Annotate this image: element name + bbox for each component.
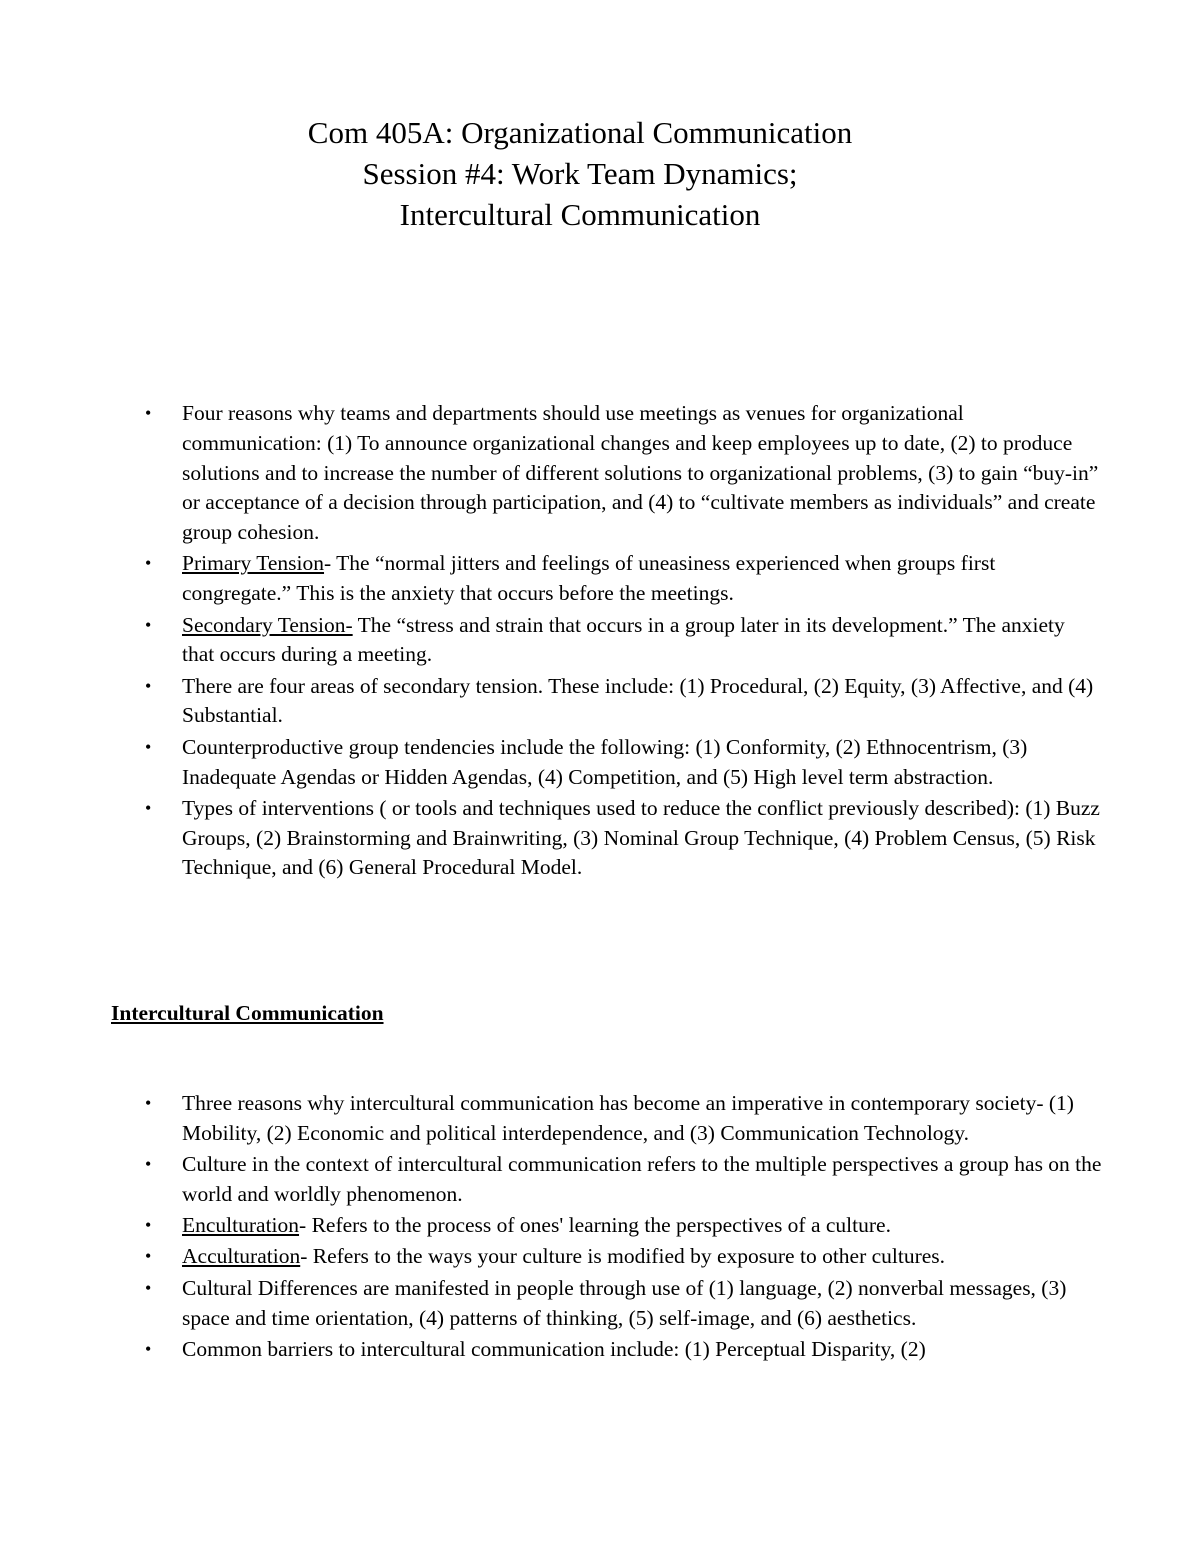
- list-item: [145, 1274, 1102, 1334]
- title-course: Com 405A: Organizational Communication: [307, 115, 853, 150]
- item-text: There are four areas of secondary tension. These include: (1) Procedural, (2) Equity, (3) Affective, and (4) Substantial.: [182, 673, 1094, 728]
- bullet-icon: •: [145, 1338, 152, 1359]
- item-text: The “stress and strain that occurs in a group later in its development.” The anxiety that occurs during a meeting.: [182, 612, 1065, 667]
- title-topic: Intercultural Communication: [399, 197, 761, 232]
- intercultural-list: [145, 1089, 1102, 1366]
- title-session: Session #4: Work Team Dynamics;: [362, 156, 798, 191]
- list-item: [145, 794, 1102, 883]
- bullet-icon: •: [145, 1154, 152, 1175]
- bullet-icon: •: [145, 797, 152, 818]
- item-text: Culture in the context of intercultural communication refers to the multiple perspectives a group has on the world and worldly phenomenon.: [182, 1152, 1102, 1206]
- bullet-icon: •: [145, 1277, 152, 1298]
- bullet-icon: •: [145, 675, 152, 696]
- list-item: [145, 1089, 1102, 1149]
- team-dynamics-list: [145, 399, 1102, 885]
- item-text: Four reasons why teams and departments should use meetings as venues for organizational communication: (1) To announce organizational changes and keep employees up to date, (2) to produce solutions and to increase the number of different solutions to organizational problems, (3) to gain “buy-in” or acceptance of a decision through participation, and (4) to “cultivate members as individuals” and create group cohesion.: [182, 401, 1099, 545]
- item-text: Counterproductive group tendencies include the following: (1) Conformity, (2) Ethnocentrism, (3) Inadequate Agendas or Hidden Agendas, (4) Competition, and (5) High level term abstraction.: [182, 734, 1028, 789]
- bullet-icon: •: [145, 736, 152, 757]
- item-text: - Refers to the process of ones' learning the perspectives of a culture.: [299, 1213, 891, 1238]
- list-item: [145, 1335, 1102, 1365]
- item-text: - The “normal jitters and feelings of uneasiness experienced when groups first congregate.” This is the anxiety that occurs before the meetings.: [182, 551, 996, 606]
- item-term: Secondary Tension-: [182, 612, 353, 637]
- list-item: [145, 1211, 1102, 1241]
- list-item: [145, 1242, 1102, 1272]
- bullet-icon: •: [145, 1246, 152, 1267]
- bullet-icon: •: [145, 614, 152, 635]
- bullet-icon: •: [145, 403, 152, 423]
- item-text: - Refers to the ways your culture is modified by exposure to other cultures.: [300, 1244, 946, 1269]
- item-text: Types of interventions ( or tools and techniques used to reduce the conflict previously described): (1) Buzz Groups, (2) Brainstorming and Brainwriting, (3) Nominal Group Technique, (4) Problem Census, (5) Risk Technique, and (6) General Procedural Model.: [182, 795, 1100, 880]
- bullet-icon: •: [145, 1215, 152, 1236]
- item-text: Common barriers to intercultural communication include: (1) Perceptual Disparity, (2): [182, 1336, 926, 1361]
- item-term: Enculturation: [182, 1213, 300, 1238]
- item-text: Three reasons why intercultural communication has become an imperative in contemporary society- (1) Mobility, (2) Economic and political interdependence, and (3) Communication Technology.: [182, 1091, 1074, 1145]
- list-item: [145, 1150, 1102, 1210]
- list-item: [145, 549, 1102, 609]
- bullet-icon: •: [145, 553, 152, 574]
- item-term: Acculturation: [182, 1244, 301, 1269]
- list-item: [145, 399, 1102, 548]
- list-item: [145, 611, 1102, 671]
- item-term: Primary Tension: [182, 551, 325, 576]
- list-item: [145, 672, 1102, 732]
- list-item: [145, 733, 1102, 793]
- section-heading-intercultural: Intercultural Communication: [111, 1001, 384, 1025]
- item-text: Cultural Differences are manifested in people through use of (1) language, (2) nonverbal messages, (3) space and time orientation, (4) patterns of thinking, (5) self-image, and (6) aesthetics.: [182, 1275, 1067, 1330]
- document-title: [0, 112, 1160, 235]
- bullet-icon: •: [145, 1093, 152, 1113]
